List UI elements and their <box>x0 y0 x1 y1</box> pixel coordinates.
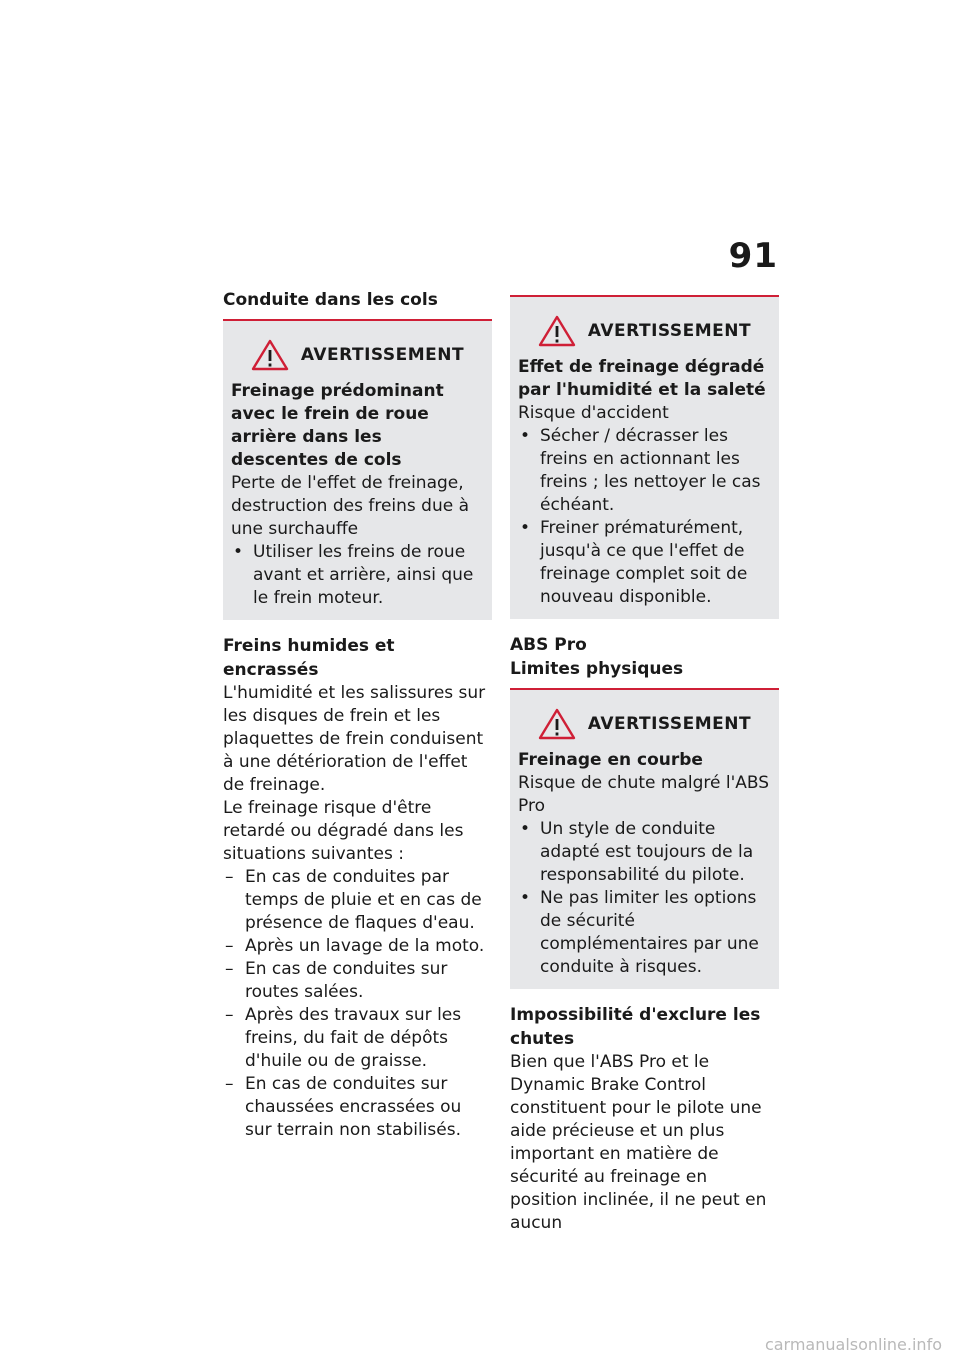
list-item: • Sécher / décrasser les freins en actionnant les freins ; les nettoyer le cas échéant. <box>520 426 761 515</box>
wet-brakes-text-1: L'humidité et les salissures sur les disques de frein et les plaquettes de frein conduisent à une détérioration de l'effet de freinage. <box>223 683 486 795</box>
bullet-icon: • <box>520 518 531 538</box>
list-item: • Freiner prématurément, jusqu'à ce que l'effet de freinage complet soit de nouveau disponible. <box>520 518 748 607</box>
warning-heading: AVERTISSEMENT <box>587 714 752 734</box>
list-item: • Utiliser les freins de roue avant et arrière, ainsi que le frein moteur. <box>233 542 474 608</box>
abs-pro-section <box>510 633 779 989</box>
bullet-icon: • <box>520 426 531 446</box>
dash-icon: – <box>225 1005 234 1025</box>
warning-box-humidity <box>510 297 779 619</box>
dash-icon: – <box>225 959 234 979</box>
warning-header <box>518 708 771 740</box>
list-item: – Après un lavage de la moto. <box>225 936 485 956</box>
bullet-icon: • <box>520 819 531 839</box>
warning-header <box>518 315 771 347</box>
warning-box-cols <box>223 321 492 620</box>
footer-watermark: carmanualsonline.info <box>764 1335 942 1354</box>
right-column <box>510 295 779 1235</box>
warning-triangle-icon <box>538 708 576 740</box>
warning-heading: AVERTISSEMENT <box>300 345 465 365</box>
warning-bullets <box>518 818 771 979</box>
list-item: – Après des travaux sur les freins, du fait de dépôts d'huile ou de graisse. <box>225 1005 462 1071</box>
dash-icon: – <box>225 1074 234 1094</box>
warning-triangle-icon <box>538 315 576 347</box>
warning-bullets <box>518 425 771 609</box>
warning-title: Freinage prédominant avec le frein de roue arrière dans les descentes de cols <box>231 381 444 470</box>
page-number: 91 <box>728 236 778 276</box>
list-item: • Ne pas limiter les options de sécurité complémentaires par une conduite à risques. <box>520 888 759 977</box>
bullet-icon: • <box>233 542 244 562</box>
warning-bullets <box>231 541 484 610</box>
wet-brakes-title: Freins humides et encrassés <box>223 636 395 680</box>
warning-text: Risque de chute malgré l'ABS Pro <box>518 773 770 816</box>
dash-list <box>223 866 492 1142</box>
warning-header <box>231 339 484 371</box>
limits-title: Limites physiques <box>510 659 684 679</box>
warning-heading: AVERTISSEMENT <box>587 321 752 341</box>
falls-section <box>510 1003 779 1235</box>
warning-box-curve <box>510 690 779 989</box>
warning-text: Risque d'accident <box>518 403 669 423</box>
wet-brakes-section <box>223 634 492 1142</box>
left-column <box>223 288 492 1142</box>
warning-title: Freinage en courbe <box>518 750 703 770</box>
dash-icon: – <box>225 867 234 887</box>
list-item: – En cas de conduites sur chaussées encrassées ou sur terrain non stabilisés. <box>225 1074 462 1140</box>
section-title-cols: Conduite dans les cols <box>223 290 438 310</box>
falls-title: Impossibilité d'exclure les chutes <box>510 1005 761 1049</box>
list-item: – En cas de conduites sur routes salées. <box>225 959 448 1002</box>
bullet-icon: • <box>520 888 531 908</box>
list-item: • Un style de conduite adapté est toujours de la responsabilité du pilote. <box>520 819 754 885</box>
warning-text: Perte de l'effet de freinage, destruction des freins due à une surchauffe <box>231 473 470 539</box>
falls-text: Bien que l'ABS Pro et le Dynamic Brake Control constituent pour le pilote une aide précieuse et un plus important en matière de sécurité au freinage en position inclinée, il ne peut en aucun <box>510 1052 767 1233</box>
wet-brakes-text-2: Le freinage risque d'être retardé ou dégradé dans les situations suivantes : <box>223 798 464 864</box>
abs-pro-title: ABS Pro <box>510 635 587 655</box>
dash-icon: – <box>225 936 234 956</box>
warning-triangle-icon <box>251 339 289 371</box>
warning-title: Effet de freinage dégradé par l'humidité et la saleté <box>518 357 766 400</box>
list-item: – En cas de conduites par temps de pluie et en cas de présence de flaques d'eau. <box>225 867 482 933</box>
